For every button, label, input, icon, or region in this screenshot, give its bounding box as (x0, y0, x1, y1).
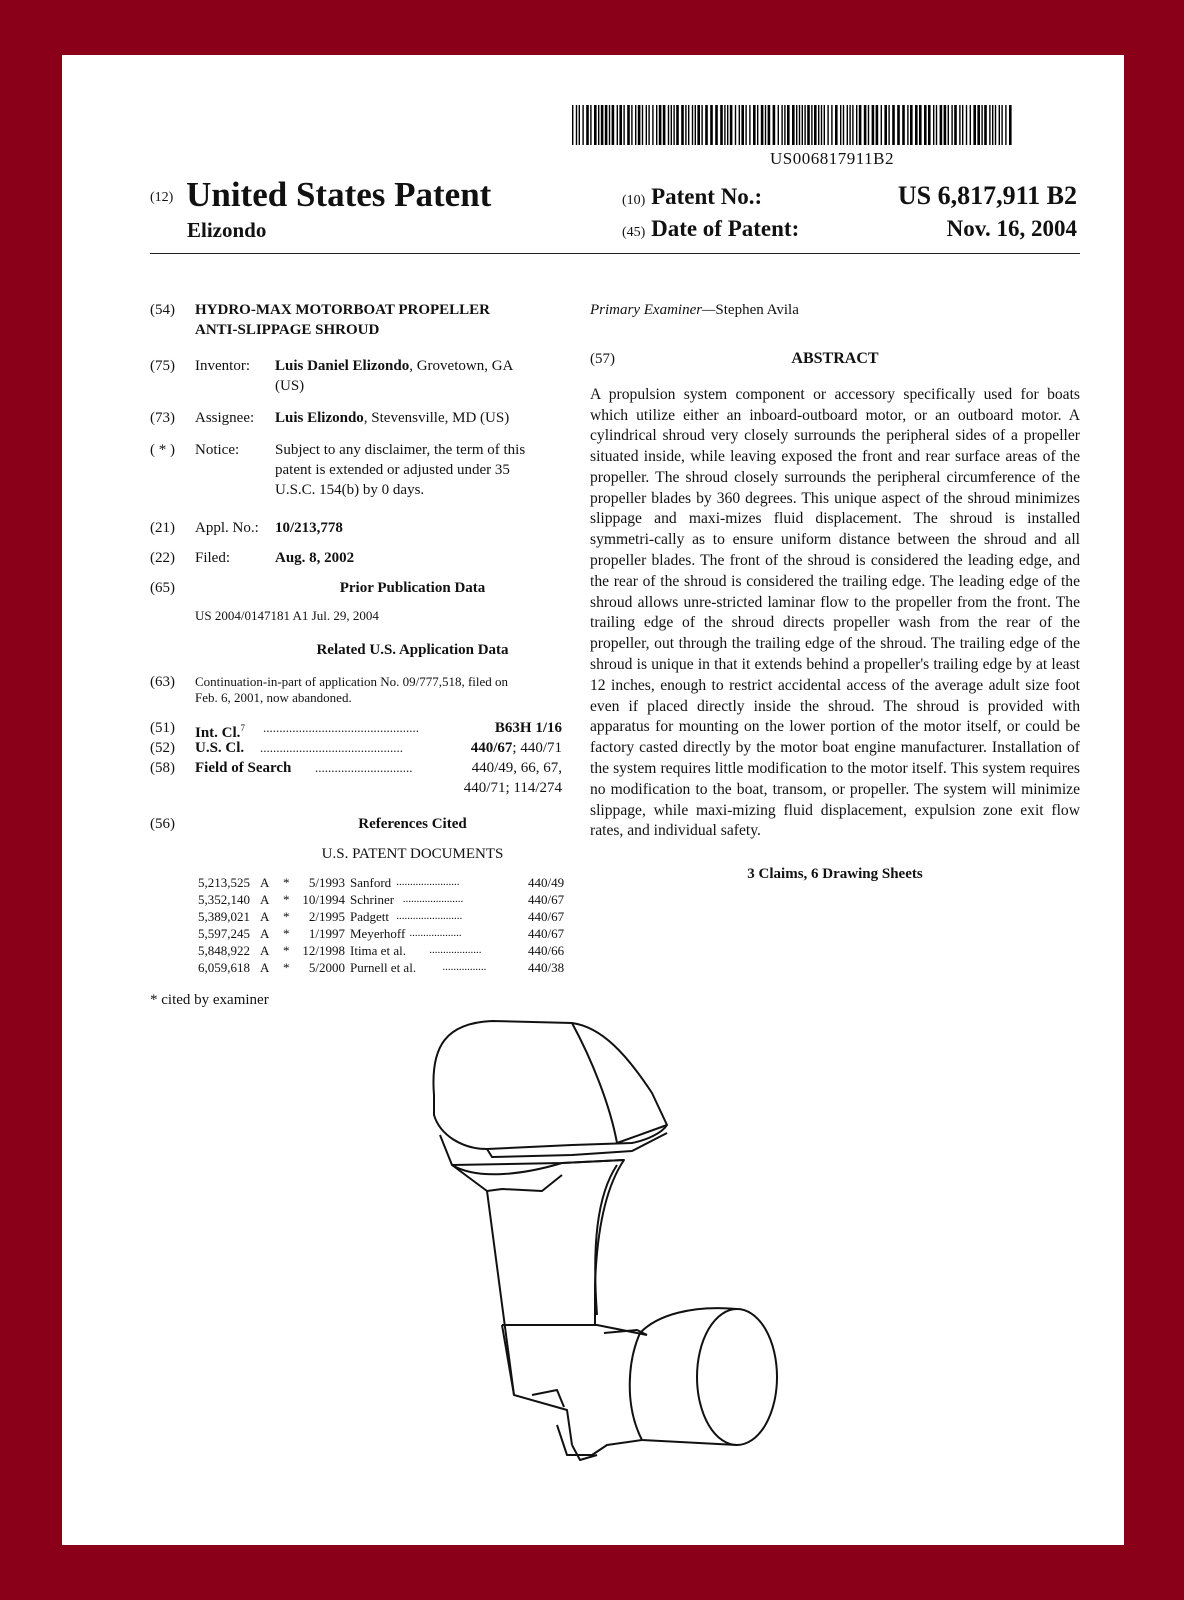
barcode-bar (739, 105, 740, 145)
field-56 (150, 814, 630, 834)
patent-number-row (622, 181, 1077, 210)
barcode-bar (757, 105, 758, 145)
barcode-bar (676, 105, 679, 145)
barcode-bar (594, 105, 597, 145)
reference-name: Padgett (350, 909, 389, 924)
barcode-bar (673, 105, 674, 145)
code-63: (63) (150, 674, 175, 690)
barcode-bar (631, 105, 632, 145)
barcode-bar (876, 105, 879, 145)
barcode-bar (605, 105, 608, 145)
code-75: (75) (150, 358, 175, 374)
reference-kind: A (260, 909, 270, 924)
barcode-bar (778, 105, 779, 145)
assignee-location: , Stevensville, MD (US) (363, 410, 510, 426)
barcode-bar (936, 105, 937, 145)
filed-label: Filed: (195, 550, 231, 566)
barcode-bar (598, 105, 599, 145)
barcode-bar (831, 105, 832, 145)
barcode-bar (840, 105, 841, 145)
barcode-bar (989, 105, 990, 145)
barcode-bar (902, 105, 905, 145)
invention-title (195, 300, 490, 340)
barcode-bar (638, 105, 641, 145)
code-58: (58) (150, 760, 175, 776)
barcode-bar (705, 105, 708, 145)
barcode-bar (852, 105, 853, 145)
barcode-bar (792, 105, 795, 145)
reference-number: 5,848,922 (198, 943, 250, 958)
abstract-heading: ABSTRACT (791, 349, 879, 367)
barcode-bar (688, 105, 689, 145)
us-cl-value: 440/67; 440/71 (470, 740, 562, 756)
barcode-bar (617, 105, 618, 145)
code-52: (52) (150, 740, 175, 756)
barcode-bar (827, 105, 828, 145)
references-list (150, 874, 630, 976)
reference-star: * (283, 943, 290, 958)
date-of-patent-row (622, 216, 1077, 242)
related-app-heading: Related U.S. Application Data (316, 642, 509, 658)
references-heading: References Cited (358, 816, 467, 832)
reference-star: * (283, 909, 290, 924)
field-58 (150, 758, 630, 778)
barcode-bar (781, 105, 782, 145)
field-22 (150, 548, 630, 568)
code-12: (12) (150, 189, 174, 205)
filed-date: Aug. 8, 2002 (275, 550, 355, 566)
field-54 (150, 300, 630, 340)
code-45: (45) (622, 225, 646, 240)
barcode-bar (1009, 105, 1012, 145)
barcode-bar (966, 105, 967, 145)
prior-pub-entry: US 2004/0147181 A1 Jul. 29, 2004 (195, 608, 379, 623)
barcode-bar (888, 105, 889, 145)
barcode-bar (685, 105, 686, 145)
barcode-bar (944, 105, 947, 145)
barcode-bar (715, 105, 718, 145)
barcode-bar (572, 105, 573, 145)
barcode-bar (627, 105, 630, 145)
reference-number: 5,352,140 (198, 892, 250, 907)
patent-number-label: Patent No.: (651, 184, 763, 209)
barcode-bar (659, 105, 662, 145)
barcode-bar (586, 105, 589, 145)
reference-star: * (283, 875, 290, 890)
reference-name: Sanford (350, 875, 392, 890)
code-65: (65) (150, 580, 175, 596)
patent-sheet (62, 55, 1124, 1545)
barcode-bar (995, 105, 996, 145)
appl-no: 10/213,778 (275, 520, 343, 536)
barcode-bar (765, 105, 766, 145)
reference-name: Itima et al. (350, 943, 406, 958)
field-notice (150, 440, 630, 500)
patent-title: United States Patent (186, 175, 492, 214)
continuation-line1: Continuation-in-part of application No. 09/777,518, filed on (195, 674, 509, 689)
int-cl-label: Int. Cl.$^7$ (195, 723, 245, 741)
barcode-bar (859, 105, 862, 145)
code-notice: ( * ) (150, 442, 175, 458)
inventor-name: Luis Daniel Elizondo (275, 358, 410, 374)
barcode-bar (970, 105, 971, 145)
barcode-bar (856, 105, 857, 145)
barcode-bar (576, 105, 577, 145)
barcode-bar (884, 105, 887, 145)
reference-star: * (283, 926, 290, 941)
reference-kind: A (260, 892, 270, 907)
inventor-country: (US) (275, 378, 305, 394)
barcode-bar (697, 105, 700, 145)
reference-kind: A (260, 875, 270, 890)
barcode-bar (821, 105, 822, 145)
barcode-bar (681, 105, 684, 145)
reference-class: 440/67 (528, 909, 565, 924)
reference-row (150, 942, 630, 959)
barcode-bar (668, 105, 669, 145)
barcode-bar (724, 105, 725, 145)
claims-summary: 3 Claims, 6 Drawing Sheets (747, 866, 923, 883)
barcode-bar (924, 105, 927, 145)
reference-leader: ................... (429, 944, 482, 956)
reference-date: 5/2000 (308, 960, 345, 975)
field-65 (150, 578, 630, 598)
code-51: (51) (150, 720, 175, 736)
barcode-bar (701, 105, 702, 145)
barcode-bar (609, 105, 610, 145)
field-of-search-value: 440/49, 66, 67, (471, 760, 562, 776)
field-52 (150, 738, 630, 758)
field-of-search-label: Field of Search (195, 760, 292, 776)
field-75 (150, 356, 630, 396)
barcode-bar (619, 105, 622, 145)
assignee-name: Luis Elizondo (275, 410, 364, 426)
barcode-bar (881, 105, 882, 145)
reference-date: 5/1993 (308, 875, 345, 890)
code-57: (57) (590, 350, 615, 367)
reference-class: 440/66 (528, 943, 565, 958)
notice-label: Notice: (195, 442, 240, 458)
examiner-label: Primary Examiner— (590, 302, 716, 318)
barcode-bar (741, 105, 744, 145)
code-10: (10) (622, 193, 646, 208)
barcode-bar (648, 105, 649, 145)
us-cl-label: U.S. Cl. (195, 740, 245, 756)
reference-date: 12/1998 (302, 943, 345, 958)
prior-pub-heading: Prior Publication Data (339, 580, 486, 596)
barcode-bar (768, 105, 771, 145)
reference-name: Meyerhoff (350, 926, 406, 941)
reference-number: 6,059,618 (198, 960, 250, 975)
code-22: (22) (150, 550, 175, 566)
barcode-bar (802, 105, 803, 145)
reference-date: 10/1994 (302, 892, 345, 907)
reference-leader: ....................... (396, 876, 460, 888)
reference-row (150, 959, 630, 976)
barcode-bar (847, 105, 848, 145)
barcode-bar (642, 105, 643, 145)
barcode-bar (1001, 105, 1002, 145)
notice-line2: patent is extended or adjusted under 35 (275, 462, 510, 478)
barcode-bar (745, 105, 746, 145)
barcode-bar (787, 105, 790, 145)
barcode-bar (940, 105, 943, 145)
barcode-bar (849, 105, 850, 145)
barcode-bar (799, 105, 800, 145)
barcode-bar (590, 105, 591, 145)
barcode-bar (761, 105, 764, 145)
reference-star: * (283, 960, 290, 975)
header-divider (150, 253, 1080, 254)
barcode-bar (663, 105, 666, 145)
barcode-bar (872, 105, 875, 145)
barcode-bar (671, 105, 672, 145)
code-54: (54) (150, 302, 175, 318)
us-cl-leader: ............................................ (260, 740, 403, 755)
reference-row (150, 891, 630, 908)
barcode-bar (919, 105, 922, 145)
reference-leader: ................... (409, 927, 462, 939)
cited-by-examiner-note: * cited by examiner (150, 992, 269, 1008)
appl-no-label: Appl. No.: (195, 520, 259, 536)
barcode-bar (928, 105, 931, 145)
inventor-label: Inventor: (195, 358, 250, 374)
barcode-bar (962, 105, 963, 145)
barcode-bar (1005, 105, 1006, 145)
barcode (572, 105, 1012, 145)
barcode-bar (868, 105, 869, 145)
reference-name: Purnell et al. (350, 960, 417, 975)
continuation-line2: Feb. 6, 2001, now abandoned. (195, 690, 352, 705)
reference-leader: ...................... (402, 893, 464, 905)
date-of-patent-label: Date of Patent: (651, 216, 800, 241)
barcode-bar (835, 105, 838, 145)
barcode-bar (864, 105, 867, 145)
barcode-bar (579, 105, 580, 145)
barcode-bar (635, 105, 636, 145)
barcode-bar (652, 105, 653, 145)
field-of-search-value2: 440/71; 114/274 (463, 780, 562, 796)
code-73: (73) (150, 410, 175, 426)
code-21: (21) (150, 520, 175, 536)
barcode-bar (753, 105, 756, 145)
barcode-bar (720, 105, 723, 145)
barcode-bar (695, 105, 696, 145)
reference-class: 440/38 (528, 960, 565, 975)
barcode-bar (824, 105, 825, 145)
barcode-bar (612, 105, 615, 145)
barcode-bar (915, 105, 918, 145)
inventor-location: , Grovetown, GA (409, 358, 514, 374)
abstract-heading-row (590, 349, 1080, 369)
field-of-search-leader: .............................. (315, 760, 413, 775)
reference-kind: A (260, 943, 270, 958)
assignee-label: Assignee: (195, 410, 255, 426)
barcode-bar (811, 105, 812, 145)
field-63 (150, 674, 630, 706)
barcode-bar (646, 105, 647, 145)
reference-star: * (283, 892, 290, 907)
reference-number: 5,389,021 (198, 909, 250, 924)
barcode-bar (892, 105, 895, 145)
reference-number: 5,213,525 (198, 875, 250, 890)
barcode-bar (981, 105, 982, 145)
reference-class: 440/49 (528, 875, 565, 890)
barcode-bar (951, 105, 952, 145)
barcode-bar (814, 105, 817, 145)
bibliographic-column (150, 300, 630, 1010)
barcode-bar (727, 105, 728, 145)
reference-number: 5,597,245 (198, 926, 250, 941)
reference-kind: A (260, 960, 270, 975)
barcode-bar (907, 105, 908, 145)
barcode-bar (959, 105, 960, 145)
int-cl-value: B63H 1/16 (494, 720, 562, 736)
reference-row (150, 874, 630, 891)
patent-title-row (150, 175, 491, 215)
reference-name: Schriner (350, 892, 395, 907)
examiner-line (590, 300, 1080, 321)
barcode-bar (623, 105, 624, 145)
inventor-surname: Elizondo (187, 218, 267, 242)
barcode-bar (843, 105, 844, 145)
barcode-bar (977, 105, 980, 145)
examiner-name: Stephen Avila (715, 302, 799, 318)
field-73 (150, 408, 630, 428)
reference-row (150, 908, 630, 925)
reference-class: 440/67 (528, 926, 565, 941)
reference-row (150, 925, 630, 942)
us-patent-docs-heading: U.S. PATENT DOCUMENTS (321, 846, 504, 862)
barcode-bar (973, 105, 976, 145)
field-21 (150, 518, 630, 538)
invention-title-line1: HYDRO-MAX MOTORBOAT PROPELLER (195, 302, 491, 318)
date-of-patent: Nov. 16, 2004 (946, 216, 1077, 241)
barcode-bar (796, 105, 797, 145)
barcode-bar (692, 105, 693, 145)
barcode-bar (784, 105, 785, 145)
barcode-bar (933, 105, 934, 145)
barcode-bar (897, 105, 900, 145)
barcode-bar (582, 105, 583, 145)
barcode-bar (807, 105, 810, 145)
abstract-column (590, 300, 1080, 885)
reference-date: 2/1995 (308, 909, 345, 924)
barcode-bar (984, 105, 987, 145)
barcode-bar (818, 105, 819, 145)
barcode-bar (804, 105, 805, 145)
barcode-bar (710, 105, 713, 145)
field-58-cont (150, 778, 630, 798)
reference-date: 1/1997 (308, 926, 345, 941)
reference-kind: A (260, 926, 270, 941)
barcode-bar (601, 105, 604, 145)
barcode-bar (910, 105, 913, 145)
outboard-motor-shroud-drawing (392, 1015, 792, 1485)
notice-line1: Subject to any disclaimer, the term of this (275, 442, 526, 458)
int-cl-leader: ................................................ (263, 720, 419, 735)
patent-number: US 6,817,911 B2 (897, 181, 1077, 210)
barcode-bar (992, 105, 993, 145)
barcode-bar (749, 105, 750, 145)
field-51 (150, 718, 630, 741)
barcode-bar (656, 105, 657, 145)
barcode-bar (999, 105, 1000, 145)
barcode-bar (773, 105, 776, 145)
notice-line3: U.S.C. 154(b) by 0 days. (275, 482, 425, 498)
reference-class: 440/67 (528, 892, 565, 907)
barcode-bar (735, 105, 736, 145)
barcode-bar (730, 105, 733, 145)
barcode-number: US006817911B2 (770, 149, 894, 168)
reference-leader: ................ (442, 961, 487, 973)
barcode-bar (954, 105, 957, 145)
barcode-bar (948, 105, 949, 145)
reference-leader: ........................ (396, 910, 463, 922)
code-56: (56) (150, 816, 175, 832)
invention-title-line2: ANTI-SLIPPAGE SHROUD (195, 322, 380, 338)
abstract-text: A propulsion system component or accessory specifically used for boats which utilize either an inboard-outboard motor, or an outboard motor. A cylindrical shroud very closely surrounds the peripheral sides of a propeller situated inside, while leaving exposed the front and rear surface areas of the propeller. The shroud closely surrounds the peripheral circumference of the propeller blades by 360 degrees. This unique aspect of the shroud minimizes slippage and maxi-mizes fluid displacement. The shroud is installed symmetri-cally as to ensure uniform distance between the shroud and all propeller blades. The front of the shroud is considered the leading edge, and the rear of the shroud is considered the trailing edge. The leading edge of the shroud allows unre-stricted laminar flow to the propeller from the front. The trailing edge of the shroud directs propeller wash from the rear of the propeller, out through the trailing edge of the shroud. The trailing edge of the shroud is unique in that it extends behind a propeller's trailing edge by at least 12 inches, enough to restrict accidental access of the average adult size foot even if placed directly inside the shroud. The shroud is provided with apparatus for mounting on the lower portion of the motor itself, or could be factory casted directly by the motor boat engine manufacturer. Installation of the system requires little modification to the motor itself. This system requires no modification to the boat, transom, or propeller. The system will minimize slippage, while maxi-mizing fluid displacement, expulsion zone exit flow rates, and individual safety. (590, 385, 1080, 840)
